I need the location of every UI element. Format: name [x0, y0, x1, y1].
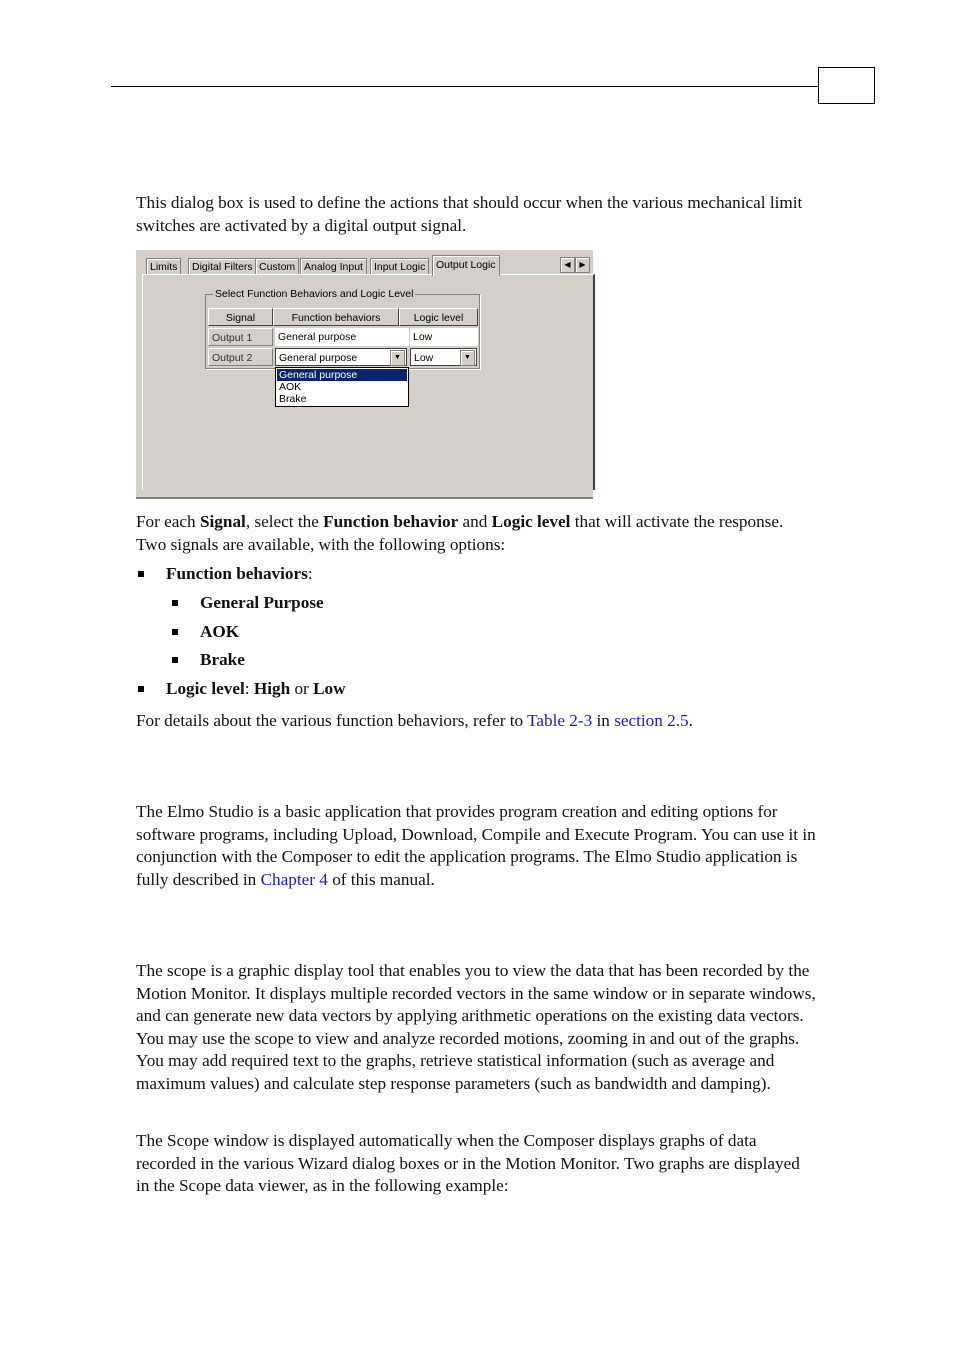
tab-output-logic[interactable]: Output Logic: [432, 255, 500, 276]
tab-limits[interactable]: Limits: [146, 258, 181, 275]
tab-custom[interactable]: Custom: [255, 258, 299, 275]
chapter-4-link[interactable]: Chapter 4: [260, 869, 328, 889]
tab-scroll-right-button[interactable]: ▶: [575, 257, 590, 273]
bullet-square: [138, 571, 144, 577]
function-combo-output2[interactable]: [275, 348, 407, 366]
bullet-logic-level: Logic level : High or Low: [138, 678, 346, 700]
chevron-down-icon[interactable]: ▼: [460, 350, 475, 366]
bullet-square: [172, 600, 178, 606]
tab-digital-filters[interactable]: Digital Filters: [188, 258, 257, 275]
group-title: Select Function Behaviors and Logic Level: [215, 288, 414, 300]
function-dropdown-list: [275, 367, 409, 407]
tab-input-logic[interactable]: Input Logic: [370, 258, 429, 275]
column-header-signal: Signal: [208, 308, 273, 326]
column-header-logic-level: Logic level: [399, 308, 478, 326]
bullet-square: [138, 686, 144, 692]
column-header-function: Function behaviors: [273, 308, 399, 326]
logic-cell-output1[interactable]: Low: [410, 328, 478, 346]
sub-bullet-general-purpose: General Purpose: [172, 592, 324, 614]
dropdown-option-brake[interactable]: Brake: [279, 393, 307, 405]
output-logic-dialog: [136, 250, 593, 499]
function-cell-output1[interactable]: General purpose: [275, 328, 409, 346]
bullet-function-behaviors: Function behaviors :: [138, 563, 313, 585]
dropdown-option-aok[interactable]: AOK: [279, 381, 302, 393]
sub-bullet-aok: AOK: [172, 621, 239, 643]
section-2-5-link[interactable]: section 2.5: [614, 711, 689, 730]
dropdown-option-general-purpose[interactable]: General purpose: [277, 369, 407, 381]
bullet-square: [172, 629, 178, 635]
chevron-down-icon[interactable]: ▼: [390, 350, 405, 366]
row-signal-output2: Output 2: [208, 348, 273, 366]
scope-window-paragraph: The Scope window is displayed automatically when the Composer displays graphs of data recorded in the various Wizard dialog boxes or in the Motion Monitor. Two graphs are displayed in the Scope data viewer, as in the following example:: [136, 1131, 800, 1196]
bullet-square: [172, 657, 178, 663]
intro-paragraph: This dialog box is used to define the actions that should occur when the various mechanical limit switches are activated by a digital output signal.: [136, 193, 803, 235]
elmo-studio-paragraph: The Elmo Studio is a basic application that provides program creation and editing options for software programs, including Upload, Download, Compile and Execute Program. You can use it in conjunction with the Composer to edit the application programs. The Elmo Studio application is fully described in Chapter 4 of this manual.: [136, 802, 816, 889]
row-signal-output1: Output 1: [208, 328, 273, 346]
logic-combo-value: Low: [414, 352, 434, 364]
sub-bullet-brake: Brake: [172, 649, 245, 671]
tab-scroll-left-button[interactable]: ◀: [560, 257, 575, 273]
tab-analog-input[interactable]: Analog Input: [300, 258, 367, 275]
logic-combo-output2[interactable]: [410, 348, 477, 366]
header-rule: [111, 86, 819, 87]
signal-instructions-paragraph: For each Signal, select the Function behavior and Logic level that will activate the response. Two signals are available, with the following options:: [136, 512, 784, 554]
function-combo-value: General purpose: [279, 352, 358, 364]
scope-paragraph: The scope is a graphic display tool that enables you to view the data that has been recorded by the Motion Monitor. It displays multiple recorded vectors in the same window or in separate windows, and can generate new data vectors by applying arithmetic operations on the existing data vectors. You may use the scope to view and analyze recorded motions, zooming in and out of the graphs. You may add required text to the graphs, retrieve statistical information (such as average and maximum values) and calculate step response parameters (such as bandwidth and damping).: [136, 961, 816, 1093]
details-paragraph: For details about the various function behaviors, refer to Table 2-3 in section 2.5.: [136, 711, 693, 730]
page-number-box: [818, 67, 875, 104]
table-2-3-link[interactable]: Table 2-3: [527, 711, 593, 730]
